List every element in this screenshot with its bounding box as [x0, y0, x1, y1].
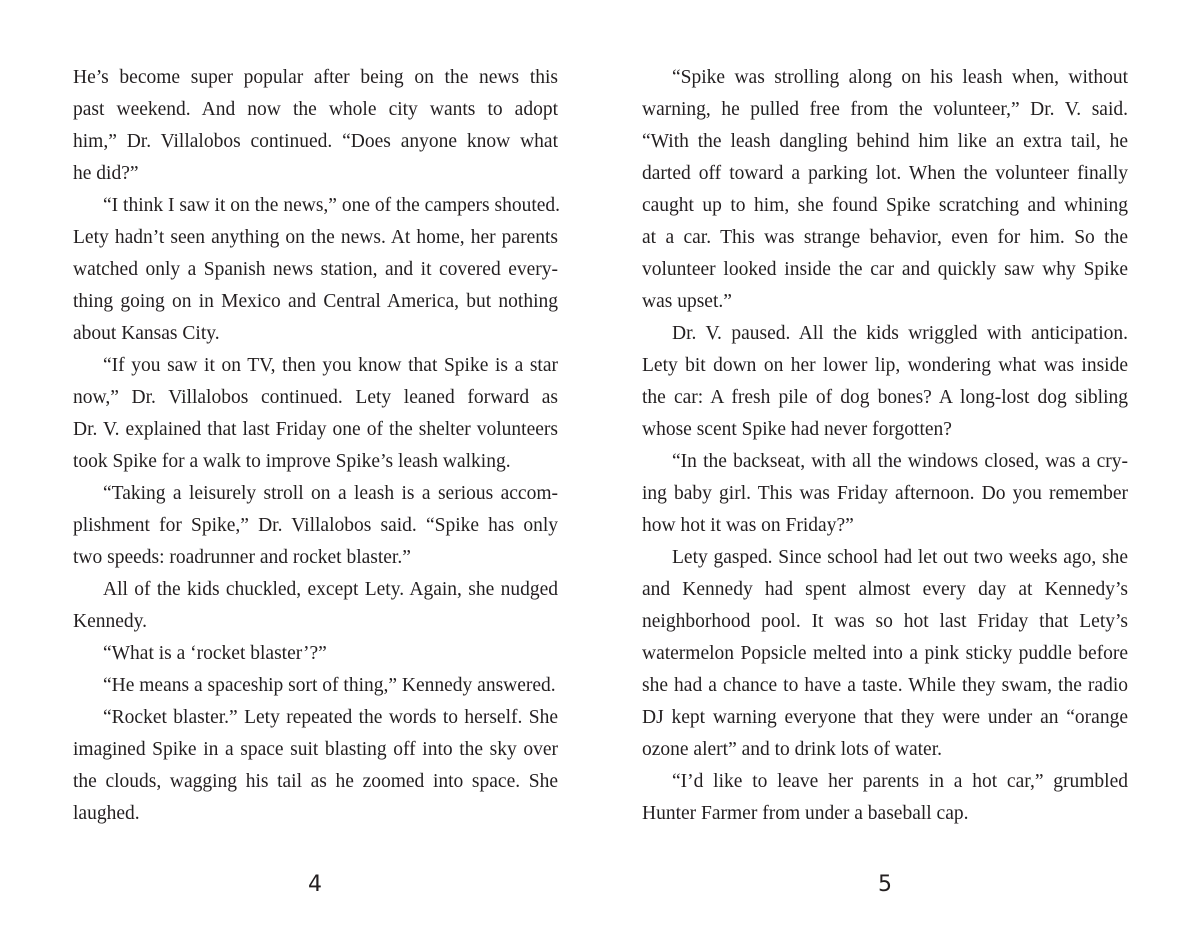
- page-number-left: 4: [308, 872, 322, 897]
- text-line: “Spike was strolling along on his leash when, without: [672, 67, 1128, 88]
- text-line: took Spike for a walk to improve Spike’s leash walking.: [73, 451, 511, 472]
- text-line: Dr. V. paused. All the kids wriggled with anticipation.: [672, 323, 1128, 344]
- text-line: “I think I saw it on the news,” one of the campers shouted.: [103, 195, 561, 216]
- text-line: Dr. V. explained that last Friday one of the shelter volunteers: [73, 419, 558, 440]
- text-line: laughed.: [73, 803, 140, 824]
- text-line: “With the leash dangling behind him like an extra tail, he: [642, 131, 1128, 152]
- right-page-text: [642, 62, 1128, 830]
- text-line: neighborhood pool. It was so hot last Friday that Lety’s: [642, 611, 1128, 632]
- text-line: “Rocket blaster.” Lety repeated the words to herself. She: [103, 707, 558, 728]
- text-line: he did?”: [73, 163, 139, 184]
- text-line: and Kennedy had spent almost every day at Kennedy’s: [642, 579, 1128, 600]
- text-line: past weekend. And now the whole city wants to adopt: [73, 99, 558, 120]
- left-page-text: [73, 62, 561, 830]
- text-line: “In the backseat, with all the windows closed, was a cry-: [672, 451, 1128, 472]
- text-line: at a car. This was strange behavior, even for him. So the: [642, 227, 1128, 248]
- text-line: now,” Dr. Villalobos continued. Lety leaned forward as: [73, 387, 558, 408]
- text-line: the clouds, wagging his tail as he zoomed into space. She: [73, 771, 558, 792]
- text-line: ing baby girl. This was Friday afternoon. Do you remember: [642, 483, 1128, 504]
- text-line: watermelon Popsicle melted into a pink sticky puddle before: [642, 643, 1128, 664]
- text-line: darted off toward a parking lot. When the volunteer finally: [642, 163, 1128, 184]
- text-line: caught up to him, she found Spike scratching and whining: [642, 195, 1128, 216]
- text-line: All of the kids chuckled, except Lety. Again, she nudged: [103, 579, 558, 600]
- text-line: “I’d like to leave her parents in a hot car,” grumbled: [672, 771, 1128, 792]
- page-number-right: 5: [878, 872, 892, 897]
- text-line: him,” Dr. Villalobos continued. “Does anyone know what: [73, 131, 558, 152]
- text-line: Lety bit down on her lower lip, wondering what was inside: [642, 355, 1128, 376]
- text-line: she had a chance to have a taste. While they swam, the radio: [642, 675, 1128, 696]
- text-line: DJ kept warning everyone that they were under an “orange: [642, 707, 1128, 728]
- text-line: plishment for Spike,” Dr. Villalobos said. “Spike has only: [73, 515, 558, 536]
- text-line: thing going on in Mexico and Central America, but nothing: [73, 291, 558, 312]
- text-line: volunteer looked inside the car and quickly saw why Spike: [642, 259, 1128, 280]
- text-line: watched only a Spanish news station, and it covered every-: [73, 259, 558, 280]
- text-line: Lety gasped. Since school had let out two weeks ago, she: [672, 547, 1128, 568]
- text-line: whose scent Spike had never forgotten?: [642, 419, 952, 440]
- text-line: Hunter Farmer from under a baseball cap.: [642, 803, 969, 824]
- text-line: He’s become super popular after being on the news this: [73, 67, 558, 88]
- text-line: the car: A fresh pile of dog bones? A long-lost dog sibling: [642, 387, 1128, 408]
- text-line: “He means a spaceship sort of thing,” Kennedy answered.: [103, 675, 556, 696]
- text-line: two speeds: roadrunner and rocket blaster.”: [73, 547, 411, 568]
- text-line: “If you saw it on TV, then you know that Spike is a star: [103, 355, 558, 376]
- text-line: how hot it was on Friday?”: [642, 515, 854, 536]
- text-line: warning, he pulled free from the volunteer,” Dr. V. said.: [642, 99, 1128, 120]
- text-line: Lety hadn’t seen anything on the news. At home, her parents: [73, 227, 558, 248]
- text-line: ozone alert” and to drink lots of water.: [642, 739, 942, 760]
- text-line: imagined Spike in a space suit blasting off into the sky over: [73, 739, 558, 760]
- text-line: “What is a ‘rocket blaster’?”: [103, 643, 327, 664]
- text-line: was upset.”: [642, 291, 732, 312]
- text-line: Kennedy.: [73, 611, 148, 632]
- text-line: “Taking a leisurely stroll on a leash is a serious accom-: [103, 483, 558, 504]
- text-line: about Kansas City.: [73, 323, 220, 344]
